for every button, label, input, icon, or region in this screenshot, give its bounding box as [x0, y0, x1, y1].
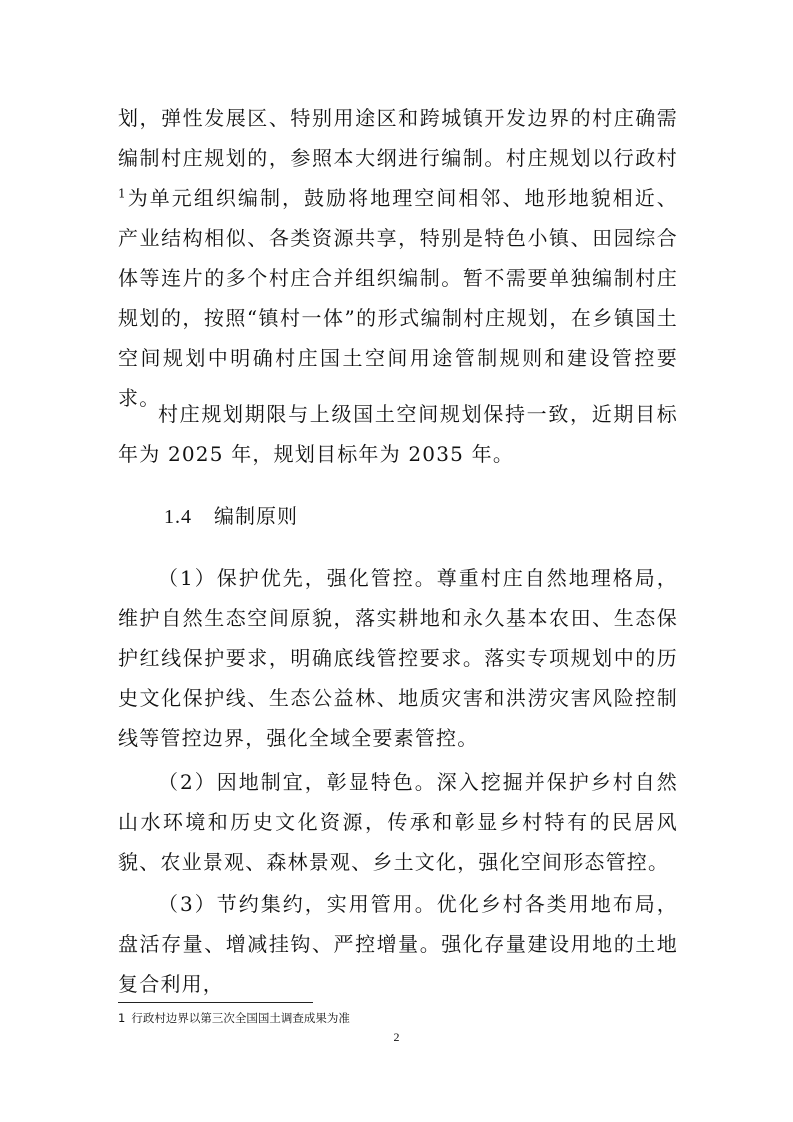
paragraph-text: 划，弹性发展区、特别用途区和跨城镇开发边界的村庄确需编制村庄规划的，参照本大纲进行编制。村庄规划以行政村	[118, 106, 678, 170]
paragraph-text: 为单元组织编制，鼓励将地理空间相邻、地形地貌相近、产业结构相似、各类资源共享，特别是特色小镇、田园综合体等连片的多个村庄合并组织编制。暂不需要单独编制村庄规划的，按照“镇村一体”的形式编制村庄规划，在乡镇国土空间规划中明确村庄国土空间用途管制规则和建设管控要求。	[118, 186, 678, 410]
section-title: 编制原则	[214, 504, 298, 528]
footnote-reference[interactable]: 1	[118, 186, 127, 201]
page-number: 2	[393, 1030, 400, 1044]
section-number: 1.4	[164, 506, 192, 528]
footnote-mark: 1	[118, 1011, 126, 1025]
principle-2: （2）因地制宜，彰显特色。深入挖掘并保护乡村自然山水环境和历史文化资源，传承和彰显乡村特有的民居风貌、农业景观、森林景观、乡土文化，强化空间形态管控。	[118, 770, 678, 874]
principle-3: （3）节约集约，实用管用。优化乡村各类用地布局，盘活存量、增减挂钩、严控增量。强化存量建设用地的土地复合利用，	[118, 892, 678, 996]
footnote-divider	[118, 1002, 313, 1003]
paragraph-scope	[118, 98, 678, 418]
paragraph-period: 村庄规划期限与上级国土空间规划保持一致，近期目标年为 2025 年，规划目标年为 2035 年。	[118, 402, 678, 466]
footnote	[118, 1010, 350, 1026]
section-heading	[164, 496, 298, 537]
principle-1: （1）保护优先，强化管控。尊重村庄自然地理格局，维护自然生态空间原貌，落实耕地和永久基本农田、生态保护红线保护要求，明确底线管控要求。落实专项规划中的历史文化保护线、生态公益林、地质灾害和洪涝灾害风险控制线等管控边界，强化全域全要素管控。	[118, 566, 678, 750]
footnote-text: 行政村边界以第三次全国国土调查成果为准	[131, 1011, 350, 1025]
